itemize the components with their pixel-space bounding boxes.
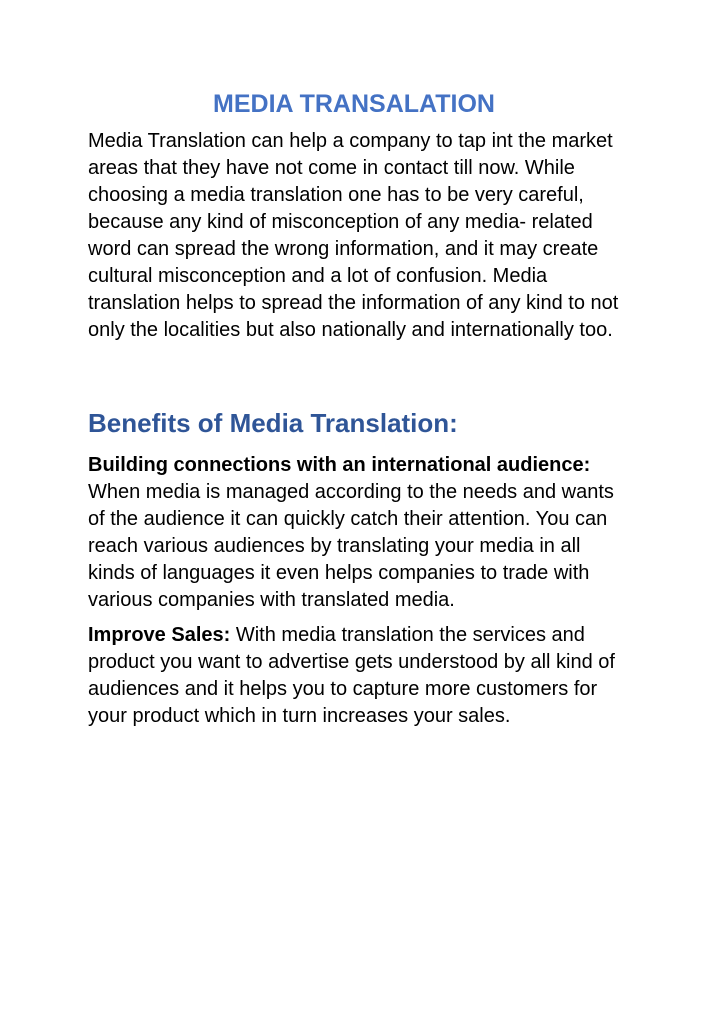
- intro-paragraph: Media Translation can help a company to tap int the market areas that they have not come in contact till now. While choosing a media translation one has to be very careful, because any kind of misconception of any media- related word can spread the wrong information, and it may create cultural misconception and a lot of confusion. Media translation helps to spread the information of any kind to not only the localities but also nationally and internationally too.: [88, 130, 619, 341]
- title-container: [76, 88, 632, 120]
- page-title: MEDIA TRANSALATION: [213, 90, 495, 118]
- benefit-text: When media is managed according to the needs and wants of the audience it can quickly catch their attention. You can reach various audiences by translating your media in all kinds of languages it even helps companies to trade with various companies with translated media.: [88, 481, 614, 611]
- benefit-paragraph-international-audience: [88, 452, 632, 614]
- benefit-text: With media translation the services and product you want to advertise gets understood by all kind of audiences and it helps you to capture more customers for your product which in turn increases your sales.: [88, 624, 615, 727]
- benefit-paragraph-improve-sales: [88, 622, 632, 730]
- benefit-term: Building connections with an international audience:: [88, 454, 591, 476]
- benefit-term: Improve Sales:: [88, 624, 231, 646]
- benefits-heading: Benefits of Media Translation:: [88, 408, 458, 438]
